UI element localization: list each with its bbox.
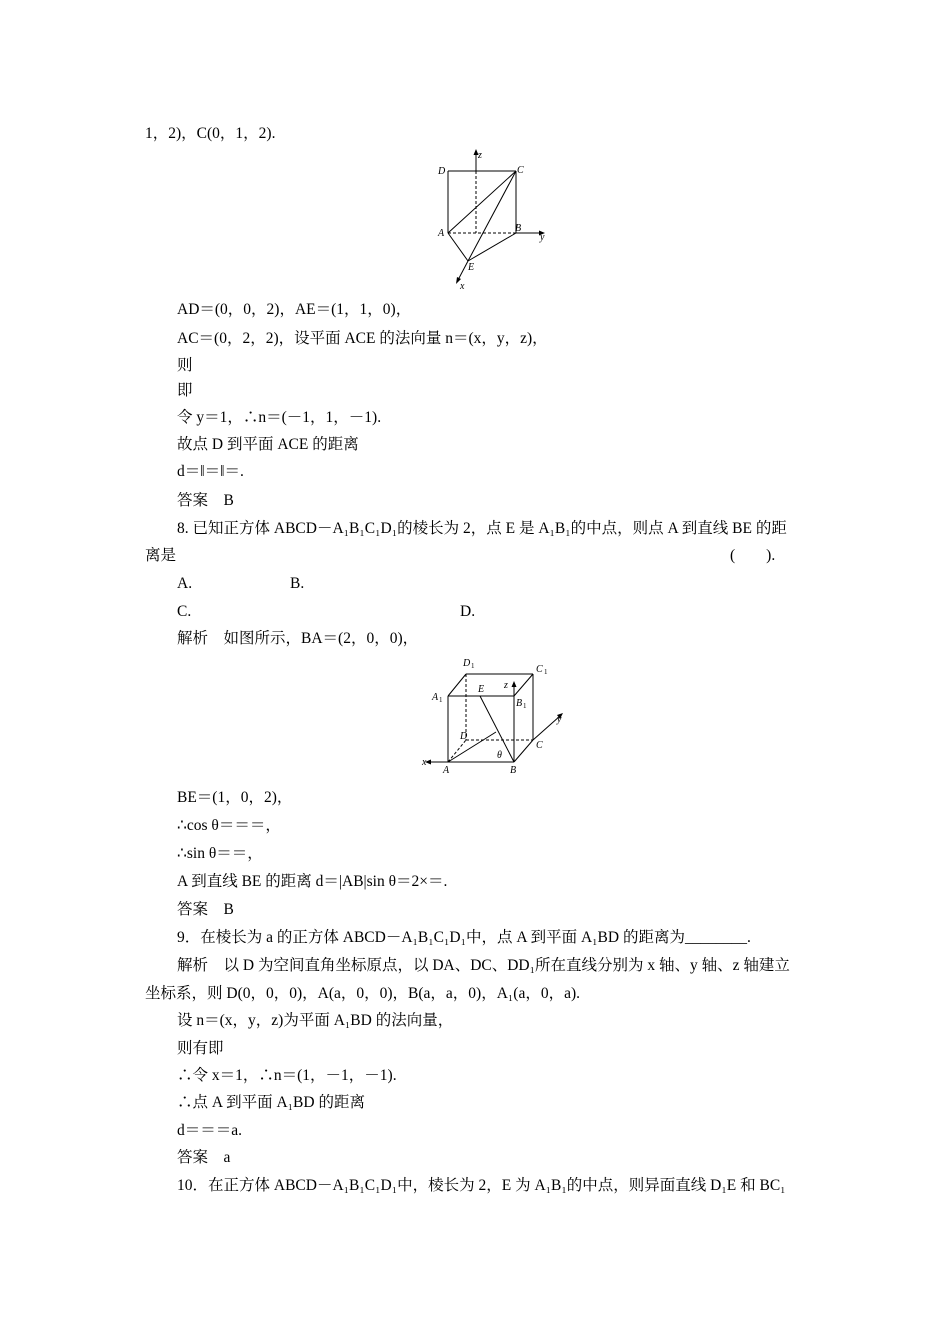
question-8: 8. 已知正方体 ABCD－A₁B₁C₁D₁的棱长为 2，点 E 是 A₁B₁的中点，则点 A 到直线 BE 的距 (177, 520, 787, 537)
fig2-label-theta: θ (497, 750, 502, 761)
text-line: d＝‖＝‖＝. (177, 463, 244, 480)
option-a: A. (177, 575, 193, 592)
option-d: D. (460, 603, 476, 620)
text-line: 设 n＝(x，y，z)为平面 A₁BD 的法向量， (177, 1012, 454, 1029)
fig2-label-z: z (504, 680, 508, 691)
fig1-label-d: D (438, 166, 446, 177)
fig2-label-d1: D (463, 658, 471, 669)
text-line: 故点 D 到平面 ACE 的距离 (177, 436, 359, 453)
fig1-label-x: x (460, 281, 465, 292)
option-b: B. (290, 575, 305, 592)
fig1-label-z: z (478, 150, 482, 161)
text-line: ∴sin θ＝＝， (177, 845, 263, 862)
answer-line: 答案 B (177, 901, 234, 918)
figure-cube-ace (430, 146, 550, 296)
fig2-sub: 1 (471, 662, 475, 670)
question-9: 9．在棱长为 a 的正方体 ABCD－A₁B₁C₁D₁中，点 A 到平面 A₁BD 的距离为________. (177, 929, 751, 946)
answer-line: 答案 B (177, 492, 234, 509)
text-line: 1，2)，C(0，1，2). (145, 125, 276, 142)
fig2-label-a1: A (432, 692, 439, 703)
text-line: 则 (177, 357, 193, 374)
fig2-label-e: E (478, 684, 485, 695)
fig2-sub: 1 (523, 702, 527, 710)
fig1-label-c: C (517, 165, 524, 176)
fig2-label-b: B (510, 765, 517, 776)
text-line: ∴令 x＝1，∴n＝(1，－1，－1). (177, 1067, 397, 1084)
fig2-label-b1: B (516, 698, 523, 709)
fig1-label-y: y (540, 232, 545, 243)
text-line: AC＝(0，2，2)，设平面 ACE 的法向量 n＝(x，y，z)， (177, 330, 548, 347)
fig2-label-d: D (460, 731, 468, 742)
text-line: ∴cos θ＝＝＝， (177, 817, 281, 834)
text-line: 坐标系，则 D(0，0，0)，A(a，0，0)，B(a，a，0)，A₁(a，0，a). (145, 985, 581, 1002)
fig1-label-a: A (438, 228, 445, 239)
figure-cube-be (418, 652, 578, 778)
text-line: ∴点 A 到平面 A₁BD 的距离 (177, 1094, 365, 1111)
text-line: 令 y＝1，∴n＝(－1，1，－1). (177, 409, 382, 426)
answer-line: 答案 a (177, 1149, 231, 1166)
option-c: C. (177, 603, 192, 620)
fig2-label-c1: C (536, 664, 543, 675)
text-line: 即 (177, 382, 193, 399)
fig2-sub: 1 (544, 668, 548, 676)
text-line: BE＝(1，0，2)， (177, 789, 293, 806)
text-line: 离是 (145, 547, 177, 564)
text-line: d＝＝＝a. (177, 1122, 243, 1139)
fig1-label-e: E (468, 262, 475, 273)
fig2-label-x: x (422, 757, 427, 768)
fig2-label-y: y (557, 714, 562, 725)
answer-bracket: ( ). (730, 547, 776, 564)
fig2-sub: 1 (439, 696, 443, 704)
text-line: 解析 如图所示，BA＝(2，0，0)， (177, 630, 419, 647)
fig2-label-a: A (443, 765, 450, 776)
text-line: A 到直线 BE 的距离 d＝|AB|sin θ＝2×＝. (177, 873, 448, 890)
question-10: 10．在正方体 ABCD－A₁B₁C₁D₁中，棱长为 2，E 为 A₁B₁的中点，则异面直线 D₁E 和 BC₁ (177, 1177, 786, 1194)
text-line: 则有即 (177, 1040, 224, 1057)
text-line: AD＝(0，0，2)，AE＝(1，1，0)， (177, 301, 412, 318)
text-line: 解析 以 D 为空间直角坐标原点，以 DA、DC、DD₁所在直线分别为 x 轴、y 轴、z 轴建立 (177, 957, 790, 974)
fig1-label-b: B (515, 223, 522, 234)
fig2-label-c: C (536, 740, 543, 751)
